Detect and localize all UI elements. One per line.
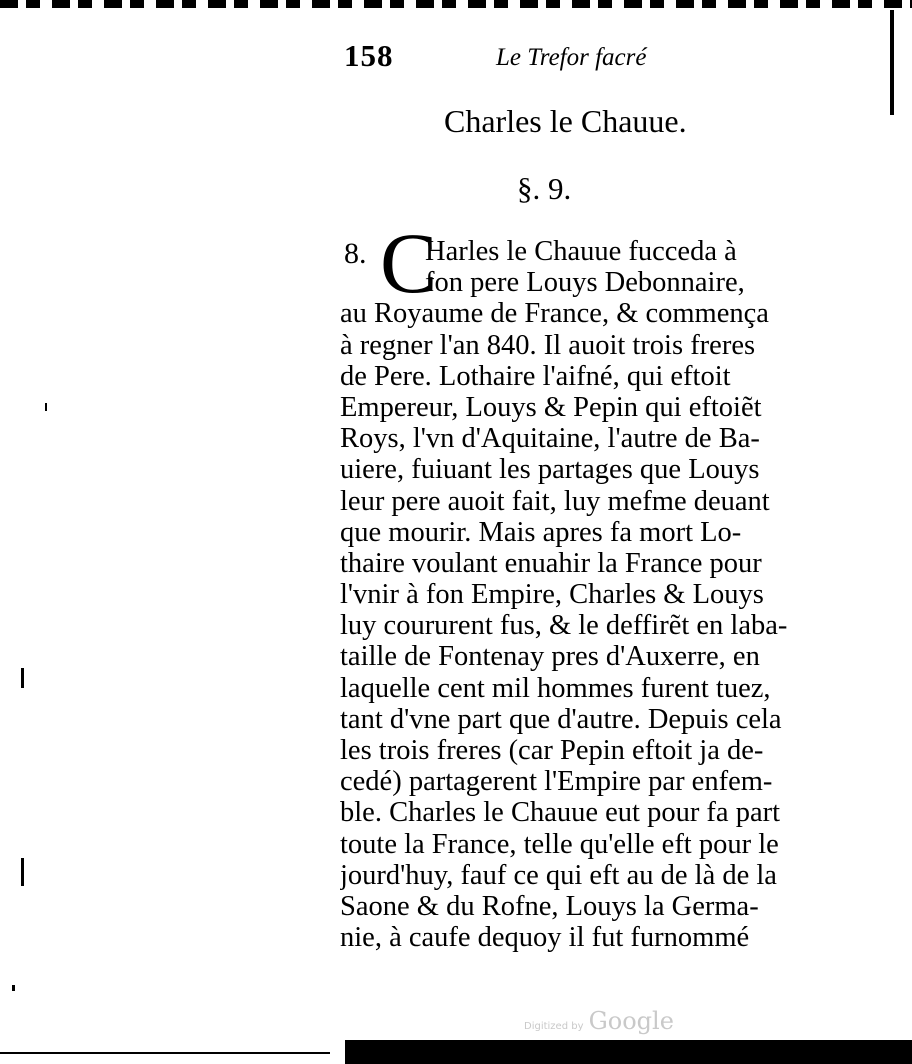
body-text xyxy=(340,236,800,953)
text-line: Saone & du Rofne, Louys la Germa- xyxy=(340,890,759,922)
text-line: cedé) partagerent l'Empire par enfem- xyxy=(340,766,773,798)
digitized-watermark xyxy=(524,1007,674,1035)
text-line: toute la France, telle qu'elle eft pour le xyxy=(340,828,779,860)
scan-right-edge-line xyxy=(890,10,894,115)
paragraph-number: 8. xyxy=(344,237,367,270)
text-line: ble. Charles le Chauue eut pour fa part xyxy=(340,797,781,829)
text-line: de Pere. Lothaire l'aifné, qui eftoit xyxy=(340,360,731,392)
text-line: au Royaume de France, & commença xyxy=(340,298,769,330)
page-number: 158 xyxy=(344,38,394,73)
text-line: Roys, l'vn d'Aquitaine, l'autre de Ba- xyxy=(340,423,760,455)
drop-capital: C xyxy=(380,215,438,311)
scan-dot xyxy=(21,858,24,886)
text-line: leur pere auoit fait, luy mefme deuant xyxy=(340,485,770,517)
text-line: l'vnir à fon Empire, Charles & Louys xyxy=(340,579,764,611)
watermark-brand: Google xyxy=(588,1007,674,1035)
text-line: jourd'huy, fauf ce qui eft au de là de la xyxy=(340,859,777,891)
scan-dot xyxy=(21,668,24,688)
scan-dot xyxy=(12,985,15,991)
text-line: laquelle cent mil hommes furent tuez, xyxy=(340,672,771,704)
watermark-prefix: Digitized by xyxy=(524,1021,584,1032)
text-line: tant d'vne part que d'autre. Depuis cela xyxy=(340,703,782,735)
scan-bottom-bar xyxy=(345,1040,912,1064)
text-line: que mourir. Mais apres fa mort Lo- xyxy=(340,516,742,548)
text-line: thaire voulant enuahir la France pour xyxy=(340,547,762,579)
running-title: Le Trefor facré xyxy=(496,44,647,71)
section-number: §. 9. xyxy=(517,171,572,206)
text-line: Harles le Chauue fucceda à xyxy=(425,236,737,267)
text-line: Empereur, Louys & Pepin qui eftoiẽt xyxy=(340,391,762,423)
text-line: taille de Fontenay pres d'Auxerre, en xyxy=(340,641,760,673)
scan-bottom-left-line xyxy=(0,1052,330,1054)
text-line: nie, à caufe dequoy il fut furnommé xyxy=(340,922,750,954)
text-line: les trois freres (car Pepin eftoit ja de- xyxy=(340,735,764,766)
section-title: Charles le Chauue. xyxy=(444,103,687,139)
scan-top-border xyxy=(0,0,912,8)
scan-dot xyxy=(45,403,47,411)
text-line: uiere, fuiuant les partages que Louys xyxy=(340,454,760,486)
text-line: luy coururent fus, & le deffirẽt en laba- xyxy=(340,610,788,642)
text-line: fon pere Louys Debonnaire, xyxy=(425,267,745,299)
text-line: à regner l'an 840. Il auoit trois freres xyxy=(340,329,756,361)
